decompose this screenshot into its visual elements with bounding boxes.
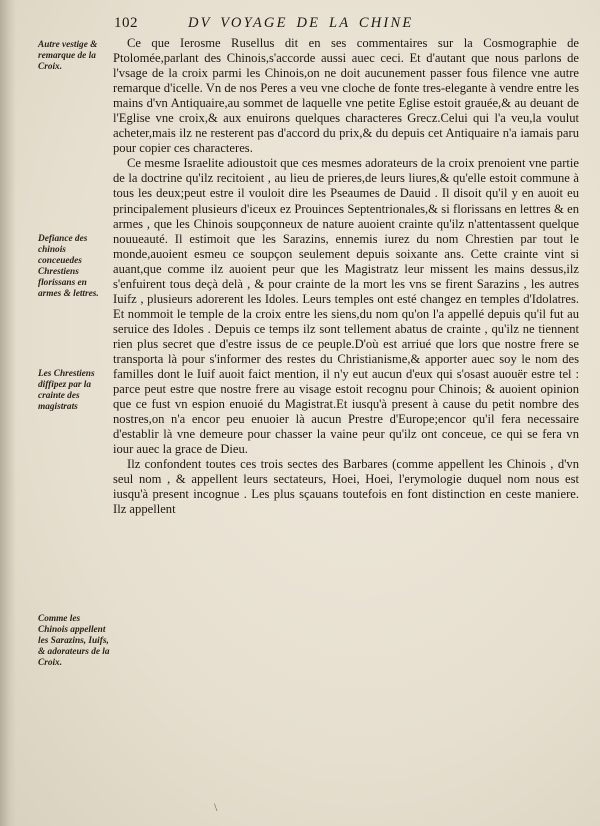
paragraph: Ce mesme Israelite adioustoit que ces mesmes adorateurs de la croix prenoient vne partie de la doctrine qu'ilz recitoient , au lieu de prieres,de leurs liures,& qu'elle estoit commune à tous les deux;peut estre il vouloit dire les Pseaumes de Dauid . Il disoit qu'il y en auoit eu principalement plusieurs d'iceux ez Prouinces Septentrionales,& si florissans en lettres & en armes , que les Chinois soupçonneux de nature auoient crainte qu'ilz n'attentassent quelque nouueauté. Il estimoit que les Sarazins, ennemis iurez du nom Chrestien par tout le monde,auoient esmeu ce soupçon seulement depuis soixante ans. Cette crainte vint si auant,que comme ilz auoient peur que les Magistratz leur missent les mains dessus,ilz s'enfuirent tous deçà delà , & pour crainte de la mort les vns se firent Sarazins , les autres Iuifz , plusieurs adorerent les Idoles. Leurs temples ont esté changez en temples d'Idolatres. Et nommoit le temple de la croix entre les siens,du nom qu'on l'a appellé depuis qu'il fut au seruice des Idoles . Depuis ce temps ilz sont tellement abatus de crainte , qu'ilz ne tiennent rien plus secret que d'estre issus de ce peuple.D'où est arriué que lors que nostre frere se transporta là pour s'informer des restes du Christianisme,& apporter auec soy le nom des familles dont le Iuif auoit faict mention, il n'y eut aucun d'eux qui s'osast auouër estre tel : parce peut estre que nostre frere au visage estoit recognu pour Chinois; & auoient opinion que ce fust vn espion enuoié du Magistrat.Et iusqu'à present à cause du petit nombre des nostres,on n'a encor peu enuoier là aucun Prestre d'Europe;encor qu'il fera necessaire d'establir là vne demeure pour chasser la vaine peur qu'ilz ont conceue, ce qui se fera vn iour auec la grace de Dieu.: [113, 156, 579, 457]
marginal-note-chrestiens: Les Chrestiens diffipez par la crainte des magistrats: [38, 369, 95, 413]
paragraph: Ce que Ierosme Rusellus dit en ses commentaires sur la Cosmographie de Ptolomée,parlant des Chinois,s'accorde aussi auec ceci. Et d'autant que nous parlons de l'vsage de la croix parmi les Chinois,on ne doit aucunement passer fous filence vne autre remarque d'icelle. Vn de nos Peres a veu vne cloche de fonte tres-elegante à vendre entre les mains d'vn Antiquaire,au sommet de laquelle vne petite Eglise estoit grauée,& au deuant de l'Eglise vne croix,& aux enuirons quelques characteres Grecz.Celui qui l'a veu,la voulut acheter,mais ilz ne resterent pas d'accord du prix,& du depuis cet Antiquaire n'a iamais paru pour copier ces characteres.: [113, 36, 579, 156]
marginal-note-comme-les-chinois: Comme les Chinois appellent les Sarazins, Iuifs, & adorateurs de la Croix.: [38, 614, 110, 669]
paragraph: Ilz confondent toutes ces trois sectes des Barbares (comme appellent les Chinois , d'vn seul nom , & appellent leurs sectateurs, Hoei, Hoei, l'erymologie duquel nom nous est iusqu'à present incognue . Les plus sçauans toutefois en font distinction en ceste maniere. Ilz appellent: [113, 457, 579, 517]
page-number: 102: [114, 15, 138, 31]
marginal-note-defiance: Defiance des chinois conceuedes Chrestiens florissans en armes & lettres.: [38, 234, 99, 300]
running-title: DV VOYAGE DE LA CHINE: [188, 15, 414, 31]
page-header: [0, 15, 600, 37]
body-text: [113, 36, 579, 518]
page-fold-shadow: [0, 0, 16, 826]
bottom-ink-mark: \: [214, 800, 218, 814]
marginal-note-autre-vestige: Autre vestige & remarque de la Croix.: [38, 40, 98, 73]
